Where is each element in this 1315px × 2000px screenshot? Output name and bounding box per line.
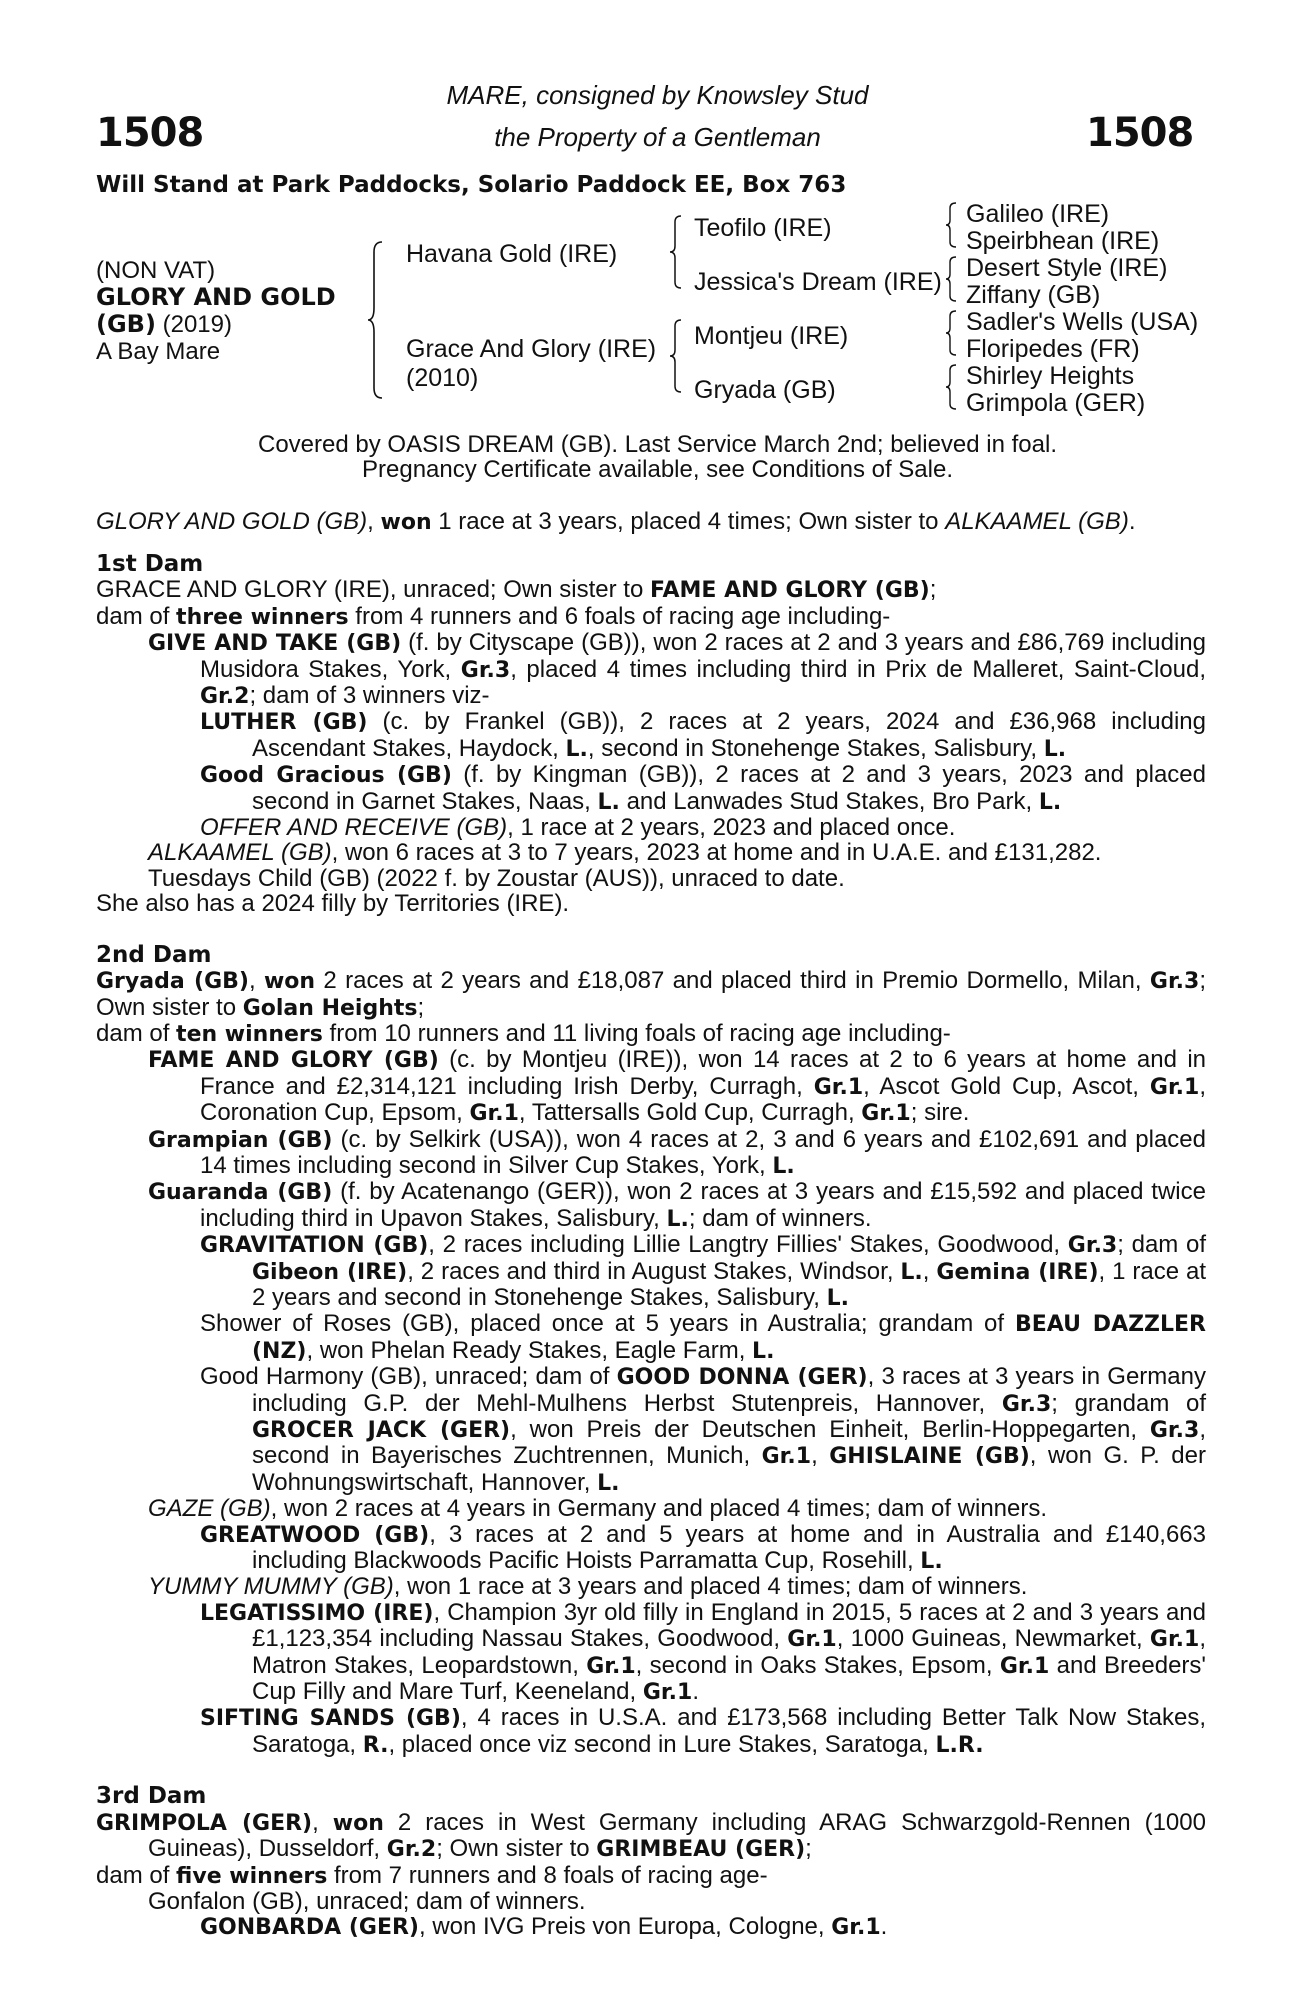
first-dam-para: GRACE AND GLORY (IRE), unraced; Own sister to FAME AND GLORY (GB);	[96, 576, 937, 604]
lot-number-left: 1508	[96, 110, 204, 156]
horse-name: GLORY AND GOLD	[96, 283, 336, 311]
pedigree-brace-7	[944, 363, 958, 411]
summary-text: 1 race at 3 years, placed 4 times; Own sister to	[431, 508, 946, 535]
summary-line: GLORY AND GOLD (GB), won 1 race at 3 years, placed 4 times; Own sister to ALKAAMEL (GB).	[96, 508, 1136, 535]
horse-identity	[96, 257, 336, 365]
summary-won: won	[380, 510, 432, 535]
stand-location: Will Stand at Park Paddocks, Solario Paddock EE, Box 763	[96, 172, 847, 198]
third-dam-heading: 3rd Dam	[96, 1783, 207, 1810]
pedigree-dam-dam: Gryada (GB)	[694, 376, 836, 404]
summary-name: GLORY AND GOLD (GB)	[96, 508, 368, 535]
pedigree-sire-dam: Jessica's Dream (IRE)	[694, 268, 942, 296]
pedigree-dam-sire: Montjeu (IRE)	[694, 322, 849, 350]
produce-record: 1st Dam GRACE AND GLORY (IRE), unraced; Own sister to FAME AND GLORY (GB); dam of three winners from 4 runners and 6 foals of racing age including- GIVE AND TAKE (GB) (f. by Cityscape (GB)), won 2 races at 2 and 3 years and £86,769 including Musidora Stakes, York, Gr.3, placed 4 times including third in Prix de Malleret, Saint-Cloud, Gr.2; dam of 3 winners viz- LUTHER (GB) (c. by Frankel (GB)), 2 races at 2 years, 2024 and £36,968 including Ascendant Stakes, Haydock, L., second in Stonehenge Stakes, Salisbury, L. Good Gracious (GB) (f. by Kingman (GB)), 2 races at 2 and 3 years, 2023 and placed second in Garnet Stakes, Naas, L. and Lanwades Stud Stakes, Bro Park, L. OFFER AND RECEIVE (GB), 1 race at 2 years, 2023 and placed once. ALKAAMEL (GB), won 6 races at 3 to 7 years, 2023 at home and in U.A.E. and £131,282. Tuesdays Child (GB) (2022 f. by Zoustar (AUS)), unraced to date. She also has a 2024 filly by Territories (IRE). 2nd Dam Gryada (GB), won 2 races at 2 years and £18,087 and placed third in Premio Dormello, Milan, Gr.3; Own sister to Golan Heights; dam of ten winners from 10 runners and 11 living foals of racing age including- FAME AND GLORY (GB) (c. by Montjeu (IRE)), won 14 races at 2 to 6 years at home and in France and £2,314,121 including Irish Derby, Curragh, Gr.1, Ascot Gold Cup, Ascot, Gr.1, Coronation Cup, Epsom, Gr.1, Tattersalls Gold Cup, Curragh, Gr.1; sire. Grampian (GB) (c. by Selkirk (USA)), won 4 races at 2, 3 and 6 years and £102,691 and placed 14 times including second in Silver Cup Stakes, York, L. Guaranda (GB) (f. by Acatenango (GER)), won 2 races at 3 years and £15,592 and placed twice including third in Upavon Stakes, Salisbury, L.; dam of winners. GRAVITATION (GB), 2 races including Lillie Langtry Fillies' Stakes, Goodwood, Gr.3; dam of Gibeon (IRE), 2 races and third in August Stakes, Windsor, L., Gemina (IRE), 1 race at 2 years and second in Stonehenge Stakes, Salisbury, L. Shower of Roses (GB), placed once at 5 years in Australia; grandam of BEAU DAZZLER (NZ), won Phelan Ready Stakes, Eagle Farm, L. Good Harmony (GB), unraced; dam of GOOD DONNA (GER), 3 races at 3 years in Germany including G.P. der Mehl-Mulhens Herbst Stutenpreis, Hannover, Gr.3; grandam of GROCER JACK (GER), won Preis der Deutschen Einheit, Berlin-Hoppegarten, Gr.3, second in Bayerisches Zuchtrennen, Munich, Gr.1, GHISLAINE (GB), won G. P. der Wohnungswirtschaft, Hannover, L. GAZE (GB), won 2 races at 4 years in Germany and placed 4 times; dam of winners. GREATWOOD (GB), 3 races at 2 and 5 years at home and in Australia and £140,663 including Blackwoods Pacific Hoists Parramatta Cup, Rosehill, L. YUMMY MUMMY (GB), won 1 race at 3 years and placed 4 times; dam of winners. LEGATISSIMO (IRE), Champion 3yr old filly in England in 2015, 5 races at 2 and 3 years and £1,123,354 including Nassau Stakes, Goodwood, Gr.1, 1000 Guineas, Newmarket, Gr.1, Matron Stakes, Leopardstown, Gr.1, second in Oaks Stakes, Epsom, Gr.1 and Breeders' Cup Filly and Mare Turf, Keeneland, Gr.1. SIFTING SANDS (GB), 4 races in U.S.A. and £173,568 including Better Talk Now Stakes, Saratoga, R., placed once viz second in Lure Stakes, Saratoga, L.R. 3rd Dam GRIMPOLA (GER), won 2 races in West Germany including ARAG Schwarzgold-Rennen (1000 Guineas), Dusseldorf, Gr.2; Own sister to GRIMBEAU (GER); dam of five winners from 7 runners and 8 foals of racing age- Gonfalon (GB), unraced; dam of winners. GONBARDA (GER), won IVG Preis von Europa, Cologne, Gr.1.	[96, 551, 1207, 1941]
horse-year: (2019)	[162, 311, 232, 338]
pedigree-brace-3	[668, 318, 684, 394]
second-dam-heading: 2nd Dam	[96, 941, 212, 968]
vat-status: (NON VAT)	[96, 257, 216, 284]
pedigree-dam-year: (2010)	[406, 364, 479, 392]
pedigree-dds: Shirley Heights	[966, 362, 1135, 390]
cover-note-line2: Pregnancy Certificate available, see Conditions of Sale.	[362, 456, 953, 483]
pedigree-sds: Desert Style (IRE)	[966, 254, 1168, 282]
pedigree-sdd: Ziffany (GB)	[966, 281, 1101, 309]
pedigree-sire-sire: Teofilo (IRE)	[694, 214, 832, 242]
pedigree-dss: Sadler's Wells (USA)	[966, 308, 1199, 336]
pedigree-ssd: Speirbhean (IRE)	[966, 227, 1160, 255]
pedigree-brace-6	[944, 309, 958, 357]
horse-description: A Bay Mare	[96, 338, 221, 365]
pedigree-dsd: Floripedes (FR)	[966, 335, 1140, 363]
pedigree-sire: Havana Gold (IRE)	[406, 240, 618, 268]
first-dam-heading: 1st Dam	[96, 551, 204, 577]
lot-number-right: 1508	[1086, 110, 1194, 156]
pedigree-dam: Grace And Glory (IRE)	[406, 335, 657, 363]
summary-sister: ALKAAMEL (GB)	[945, 508, 1129, 535]
pedigree-brace-4	[944, 201, 958, 249]
pedigree-sss: Galileo (IRE)	[966, 200, 1110, 228]
pedigree-brace-1	[366, 240, 386, 400]
property-line: the Property of a Gentleman	[494, 122, 821, 152]
pedigree-brace-5	[944, 255, 958, 303]
pedigree-brace-2	[668, 214, 684, 290]
cover-note-line1: Covered by OASIS DREAM (GB). Last Service March 2nd; believed in foal.	[258, 431, 1057, 458]
horse-country: (GB)	[96, 310, 156, 338]
consignment-line: MARE, consigned by Knowsley Stud	[446, 80, 869, 110]
pedigree-ddd: Grimpola (GER)	[966, 389, 1146, 417]
